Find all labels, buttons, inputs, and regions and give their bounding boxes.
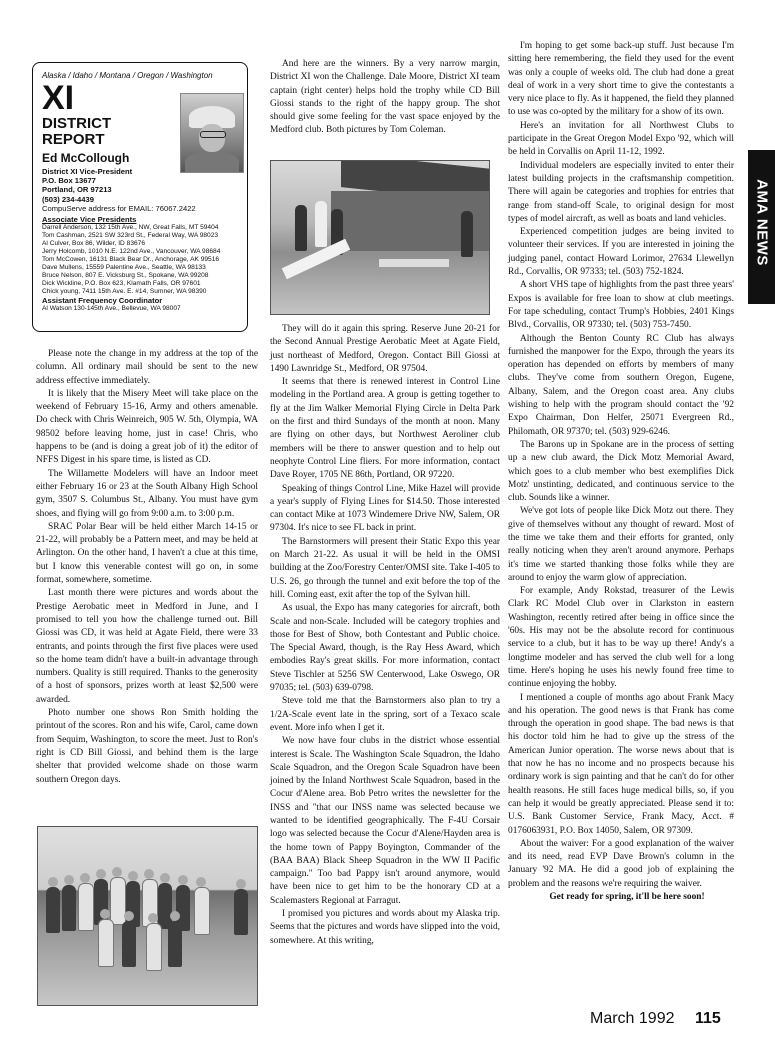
article-paragraph: They will do it again this spring. Reserve June 20-21 for the Second Annual Prestige Aerobatic Meet at Agate Field, just northeast of Medford, Oregon. Contact Bill Giossi at 1490 Lawnridge St., Medford, OR 97504. <box>270 324 500 374</box>
closing-line: Get ready for spring, it'll be here soon! <box>549 892 705 902</box>
article-paragraph: Last month there were pictures and words about the Prestige Aerobatic meet in Medford in June, and I promised to tell you how the challenge turned out. Bill Giossi was CD, it was held at Agate Field, there were 33 entrants, and points through the first five places were used so the home team didn't have a built-in advantage through numbers. Quality is still required. Thanks to the generosity of a host of sponsors, prizes worth at least $2,500 were awarded. <box>36 588 258 705</box>
issue-date: March 1992 <box>590 1010 675 1027</box>
ama-news-tab <box>748 150 775 304</box>
ama-news-label: AMA NEWS <box>753 179 771 266</box>
article-paragraph: Speaking of things Control Line, Mike Hazel will provide a year's supply of Flying Lines for $14.50. Those interested can contact Mike at 1073 Windemere Drive NW, Salem, OR 97304. It's nice to see FL back in print. <box>270 483 500 534</box>
assoc-vp-entry: Chick young, 7411 15th Ave. E. #14, Sumner, WA 98390 <box>42 288 207 296</box>
assoc-vp-entry: Bruce Nelson, 807 E. Vicksburg St., Spokane, WA 99208 <box>42 272 209 280</box>
assoc-heading: Associate Vice Presidents <box>42 215 137 225</box>
assoc-vp-entry: Al Culver, Box 86, Wilder, ID 83676 <box>42 240 145 248</box>
article-paragraph: A short VHS tape of highlights from the past three years' Expos is available for free loan to show at club meetings. For tape scheduling, contact Trump's Hobbies, 2401 Kings Blvd., Corvallis, OR 97330; tel. (503) 753-7450. <box>508 280 734 331</box>
article-paragraph: Photo number one shows Ron Smith holding the printout of the scores. Ron and his wife, Carol, came down from Sequim, Washington, to score the meet. Just to Ron's right is CD Bill Giossi, and behind them is the large shelter that provided welcome shade on those warm southern Oregon days. <box>36 708 258 785</box>
article-paragraph: For example, Andy Rokstad, treasurer of the Lewis Clark RC Model Club over in Clarkston in eastern Washington, recently retired after being in office since the '60s. His may not be the absolute record for continuous service to a club, but it has to be way up there! Andy's a longtime modeler and has served the club well for a long time. Here's hoping he uses his newly found free time to continue enjoying the hobby. <box>508 586 734 690</box>
assoc-vp-entry: Tom Cashman, 2521 SW 323rd St., Federal Way, WA 98023 <box>42 232 219 240</box>
scores-photo <box>270 160 490 315</box>
article-paragraph: The Willamette Modelers will have an Indoor meet either February 16 or 23 at the South Albany High School gym, 3507 S. Columbus St., Albany. You must have gym shoes, and flying will go from 9:00 a.m. to 3:00 p.m. <box>36 468 258 519</box>
article-paragraph: Here's an invitation for all Northwest Clubs to participate in the Great Oregon Model Expo '92, which will be held in Corvallis on April 11-12, 1992. <box>508 120 734 158</box>
photo-caption <box>270 58 500 138</box>
vp-name: Ed McCollough <box>42 151 130 165</box>
vp-contact <box>42 167 242 313</box>
group-photo <box>37 826 258 1006</box>
article-paragraph: And here are the winners. By a very narrow margin, District XI won the Challenge. Dale Moore, District XI team captain (right center) helps hold the trophy while CD Bill Giossi stands to the right of the happy group. The shot should give some feeling for the vast space enjoyed by the Medford club. Both pictures by Tom Coleman. <box>270 59 500 136</box>
district-report-box <box>32 62 248 332</box>
article-paragraph: Please note the change in my address at the top of the column. All ordinary mail should be sent to the new address effective immediately. <box>36 349 258 386</box>
article-paragraph: About the waiver: For a good explanation of the waiver and its need, read EVP Dave Brown's column in the January '92 MA. He did a good job of explaining the problem and the reasons we're requiring the waiver. <box>508 838 734 889</box>
column-1 <box>36 348 258 787</box>
assoc-list <box>42 224 242 296</box>
article-paragraph: The Barnstormers will present their Static Expo this year on March 21-22. As usual it will be held in the OMSI building at the Zoo/Forestry Center/OMSI site. Take I-405 to U.S. 26, go through the tunnel and exit before the top of the hill. Coming east, exit after the top of the Sylvan hill. <box>270 536 500 600</box>
article-paragraph: We've got lots of people like Dick Motz out there. They give of themselves without any thought of reward. Most of the time we take them and their efforts for granted, only really noticing when they aren't around anymore. Perhaps it's time we started thanking those folks while they are around to enjoy the warm glow of appreciation. <box>508 506 734 583</box>
article-paragraph: It seems that there is renewed interest in Control Line modeling in the Portland area. A group is getting together to fly at the Jim Walker Memorial Flying Circle in Delta Park on the first and third Sundays of the month at noon. Many are flying on other days, but Northwest Aeroliner club members will be there to answer question and to help out neophyte Control Line fliers. For more information, contact Dave Royer, 1705 NE 86th, Portland, OR 97220. <box>270 377 500 481</box>
article-paragraph: It is likely that the Misery Meet will take place on the weekend of February 15-16, Army and others amenable. Do check with Chris Weinreich, 905 W. 5th, Olympia, WA 98502 before leaving home, just in case! Chris, who happens to be (and is doing a great job of it) the editor of NFFS Digest in his spare time, is listed as CD. <box>36 388 258 466</box>
assoc-vp-entry: Jerry Holcomb, 1010 N.E. 122nd Ave., Vancouver, WA 98684 <box>42 248 221 256</box>
article-paragraph: SRAC Polar Bear will be held either March 14-15 or 21-22, will probably be a Pattern meet, and may be held at Arlington. On the other hand, I haven't a clue at this time, but I know this venerable contest will go on, in some format, somewhere, sometime. <box>36 521 258 586</box>
page-number: 115 <box>694 1010 721 1027</box>
article-paragraph: Experienced competition judges are being invited to volunteer their services. If you are interested in joining the judging panel, contact Howard Lorimor, 27634 Llewellyn Rd., Corvallis, OR 97333; tel. (503) 752-1824. <box>508 227 734 278</box>
states-line: Alaska / Idaho / Montana / Oregon / Washington <box>42 71 213 80</box>
assoc-vp-entry: Dick Wickline, P.O. Box 623, Klamath Falls, OR 97601 <box>42 280 201 288</box>
district-number: XI <box>42 79 75 117</box>
freq-heading: Assistant Frequency Coordinator <box>42 296 163 306</box>
freq-coordinator: Al Watson 130-145th Ave., Bellevue, WA 98007 <box>42 305 181 313</box>
vp-phone: (503) 234-4439 <box>42 194 94 204</box>
article-paragraph: I mentioned a couple of months ago about Frank Macy and his operation. The good news is that Frank has come through the operation in good shape. The bad news is that his doctor told him he had to give up the stress of the American Junior operation. The worse news about that is that now he has no income and no prospects because his ordinary work is sign painting and that he can't do for other health reasons. He still faces huge medical bills, so, if you can help it would be greatly appreciated. Please send it to: U.S. Bank Customer Service, Frank Macy, Acct. # 0176063931, P.O. Box 14050, Salem, OR 97309. <box>508 692 734 836</box>
article-paragraph: Although the Benton County RC Club has always furnished the manpower for the Expo, through the years its operation has depended on efforts by members of many clubs. They've come from southern Oregon, Eugene, Albany, Salem, and the Oregon coast area. Any clubs wishing to help with the program should contact the '92 Expo Chairman, Don Helfer, 25071 Evergreen Rd., Philomath, OR 97370; tel. (503) 929-6246. <box>508 333 734 437</box>
article-paragraph: I promised you pictures and words about my Alaska trip. Seems that the pictures and words have slipped into the void, somewhere. At this writing, <box>270 909 500 946</box>
district-heading <box>42 116 111 148</box>
vp-city: Portland, OR 97213 <box>42 185 112 195</box>
portrait-photo <box>180 93 244 173</box>
assoc-vp-entry: Darrell Anderson, 132 15th Ave., NW, Great Falls, MT 59404 <box>42 224 219 232</box>
article-paragraph: The Barons up in Spokane are in the process of setting up a new club award, the Dick Motz Memorial Award, which goes to a club member who best exemplifies Dick Motz' unstinting, dedicated, and continuous service to the club. Sounds like a winner. <box>508 439 734 504</box>
vp-po-box: P.O. Box 13677 <box>42 176 96 186</box>
vp-title: District XI Vice-President <box>42 167 133 176</box>
vp-email: CompuServe address for EMAIL: 76067.2422 <box>42 203 196 213</box>
report-word: REPORT <box>42 131 105 148</box>
article-paragraph: I'm hoping to get some back-up stuff. Just because I'm sitting here remembering, the field they used for the event was only a couple of weeks old. The club had done a great deal of work in a very short time to give the contestants a very nice place to fly. As it happened, the field they planned to use was co-opted by the military for a show of its own. <box>508 41 734 118</box>
column-2-lower <box>270 323 500 948</box>
article-paragraph: We now have four clubs in the district whose essential interest is Scale. The Washington Scale Squadron, the Idaho Scale Squadron, and the Oregon Scale Squadron have been joined by the Inland Northwest Scale Squadron, based in the Cocur d'Alene area. Bob Petro writes the newsletter for the INSS and "that our INSS name was selected because we wanted to be identified geographically. The F-4U Corsair logo was selected because the Cocur d'Alene/Hayden area is the home town of Pappy Boyington, Commander of the (BAA BAA) Black Sheep Squadron in the WW II Pacific campaign." Too bad Pappy isn't around anymore, would have been nice to get him to be the honorary CD at a Scalemasters Regional at Farragut. <box>270 736 500 906</box>
article-paragraph: Individual modelers are especially invited to enter their latest building projects in the craftsmanship competition. There will again be categories and trophies for entries that range from stand-off Scale, to original design for most types of model aircraft, as well as boats and land vehicles. <box>508 160 734 224</box>
assoc-vp-entry: Tom McCowen, 16131 Black Bear Dr., Anchorage, AK 99516 <box>42 256 220 264</box>
column-3 <box>508 40 734 904</box>
article-paragraph: Steve told me that the Barnstormers also plan to try a 1/2A-Scale event late in the spring, sort of a Texaco scale event. More info when I get it. <box>270 696 500 733</box>
assoc-vp-entry: Dave Mullens, 15559 Palentine Ave., Seattle, WA 98133 <box>42 264 206 272</box>
article-paragraph: As usual, the Expo has many categories for aircraft, both Scale and non-Scale. Included will be category trophies and those for Best of Show, both Contestant and Public choice. The Special Award, though, is the Ray Hess Award, which embodies Ray's great skills. For more information, contact Steve Tischler at 5256 SW Centerwood, Lake Oswego, OR 97035; tel. (503) 639-0798. <box>270 603 500 694</box>
page-footer <box>590 1010 721 1028</box>
district-word: DISTRICT <box>42 115 112 132</box>
